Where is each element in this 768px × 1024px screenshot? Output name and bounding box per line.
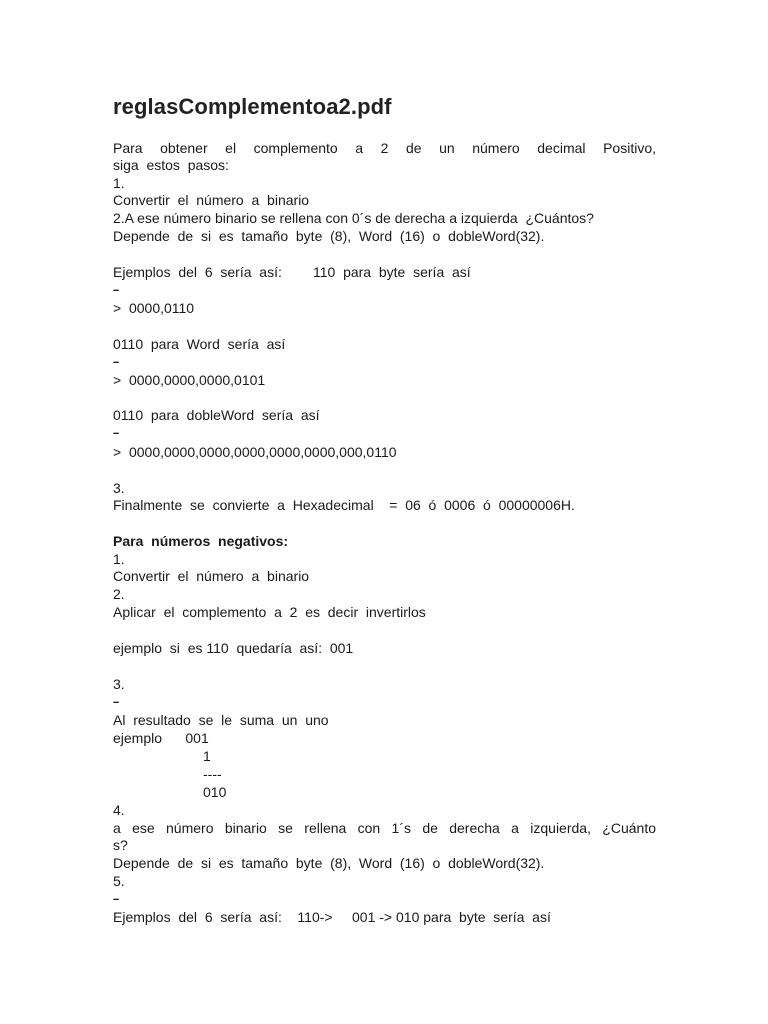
text-line: ejemplo 001 xyxy=(113,730,209,746)
text-line: a ese número binario se rellena con 1´s de derecha a izquierda, ¿Cuánto xyxy=(113,820,656,836)
arrow-dash: -- xyxy=(113,284,119,296)
text-line: Convertir el número a binario xyxy=(113,192,310,208)
text-line: Al resultado se le suma un uno xyxy=(113,712,329,728)
section-heading: Para números negativos: xyxy=(113,533,289,549)
arrow-dash: -- xyxy=(113,696,119,708)
text-line: 1 xyxy=(203,748,211,764)
text-line: 1. xyxy=(113,551,125,567)
text-line: 2. xyxy=(113,586,125,602)
text-line: > 0000,0000,0000,0000,0000,0000,000,0110 xyxy=(113,444,397,460)
text-line: Aplicar el complemento a 2 es decir invertirlos xyxy=(113,604,426,620)
text-line: 5. xyxy=(113,873,125,889)
text-line: siga estos pasos: xyxy=(113,157,229,173)
text-line: ---- xyxy=(203,766,222,782)
text-line: 4. xyxy=(113,802,125,818)
text-line: Depende de si es tamaño byte (8), Word (16) o dobleWord(32). xyxy=(113,855,545,871)
text-line: 3. xyxy=(113,676,125,692)
text-line: s? xyxy=(113,837,128,853)
arrow-dash: -- xyxy=(113,356,119,368)
text-line: Para obtener el complemento a 2 de un número decimal Positivo, xyxy=(113,140,656,156)
document-title: reglasComplementoa2.pdf xyxy=(113,94,392,119)
arrow-dash: -- xyxy=(113,427,119,439)
text-line: Depende de si es tamaño byte (8), Word (16) o dobleWord(32). xyxy=(113,228,545,244)
text-line: 1. xyxy=(113,175,125,191)
arrow-dash: -- xyxy=(113,893,119,905)
text-line: Ejemplos del 6 sería así: 110-> 001 -> 010 para byte sería así xyxy=(113,909,551,925)
text-line: Convertir el número a binario xyxy=(113,568,310,584)
text-line: ejemplo si es 110 quedaría así: 001 xyxy=(113,640,354,656)
text-line: 0110 para dobleWord sería así xyxy=(113,407,320,423)
text-line: 010 xyxy=(203,784,227,800)
text-line: Finalmente se convierte a Hexadecimal = 06 ó 0006 ó 00000006H. xyxy=(113,497,575,513)
text-line: Ejemplos del 6 sería así: 110 para byte sería así xyxy=(113,264,471,280)
text-line: 2.A ese número binario se rellena con 0´s de derecha a izquierda ¿Cuántos? xyxy=(113,210,594,226)
text-line: > 0000,0000,0000,0101 xyxy=(113,372,266,388)
text-line: 3. xyxy=(113,480,125,496)
text-line: 0110 para Word sería así xyxy=(113,336,286,352)
text-line: > 0000,0110 xyxy=(113,300,195,316)
